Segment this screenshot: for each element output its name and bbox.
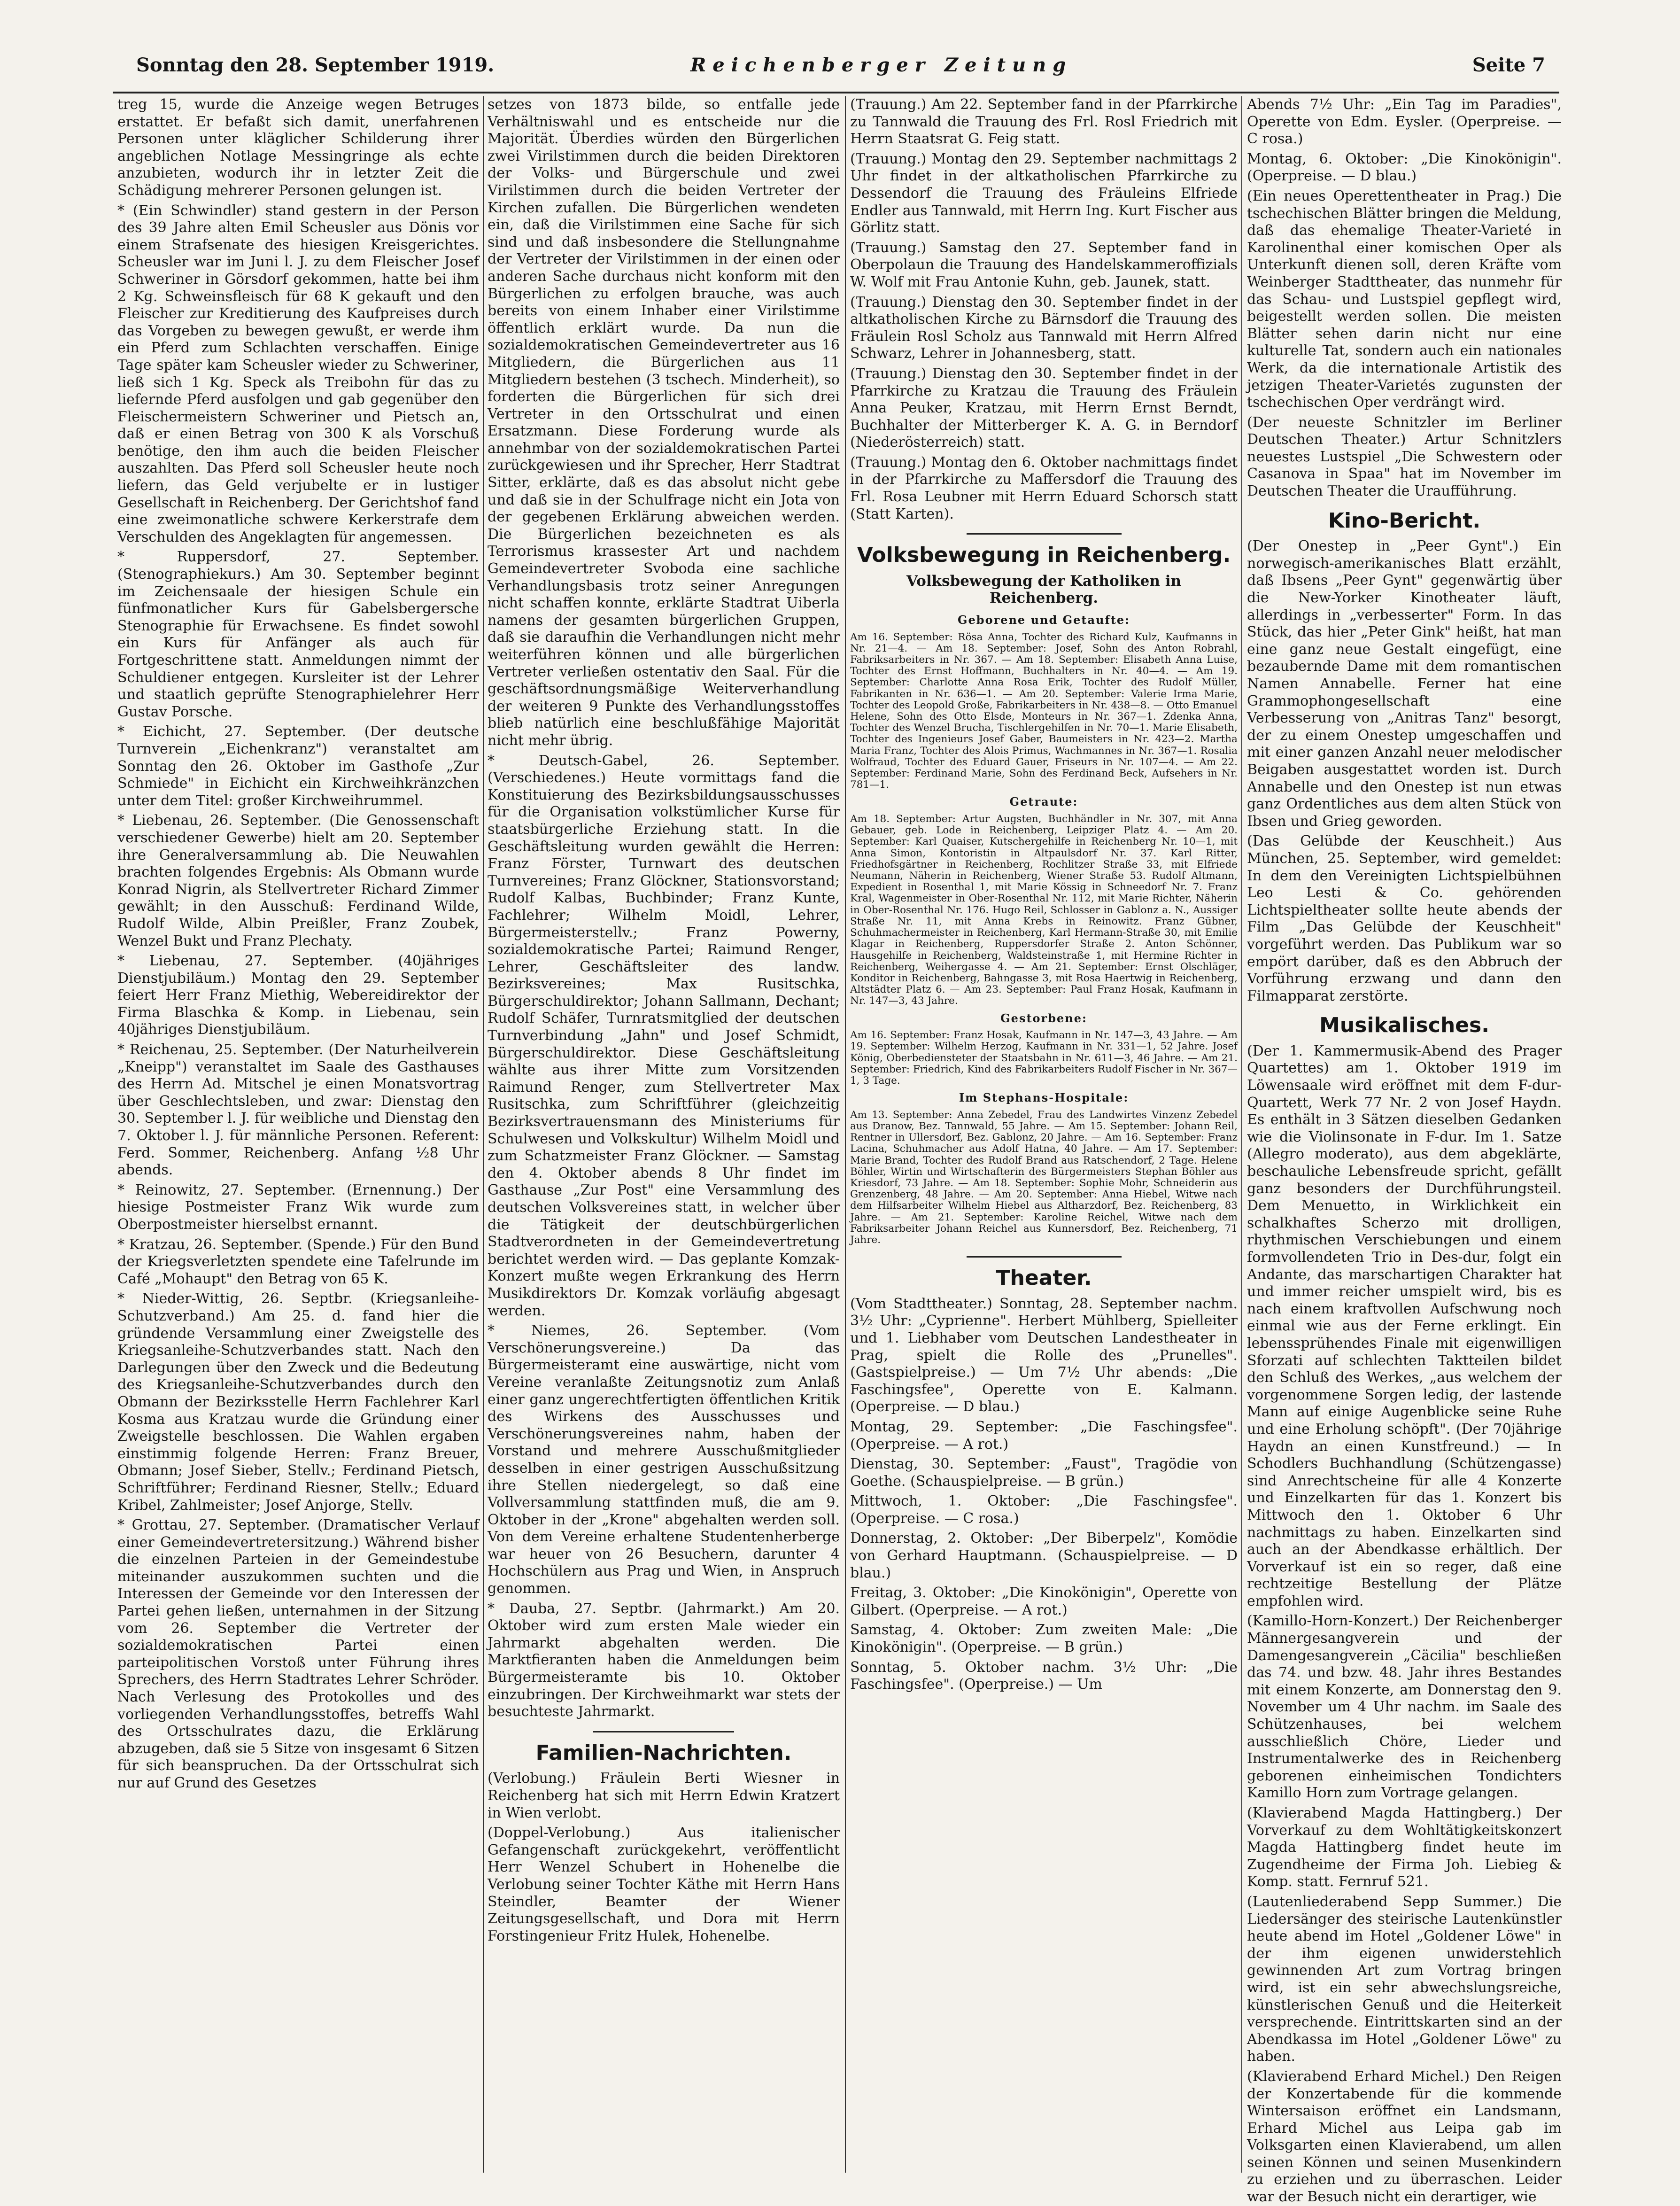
article-paragraph: * Liebenau, 26. September. (Die Genossenschaft verschiedener Gewerbe) hielt am 20. September ihre Generalversammlung ab. Die Neuwahlen brachten folgendes Ergebnis: Als Obmann wurde Konrad Nigrin, als Stellvertreter Richard Zimmer gewählt; in den Ausschuß: Ferdinand Wilde, Rudolf Wilde, Albin Preißler, Franz Zoubek, Wenzel Bukt und Franz Plechaty.: [117, 812, 479, 949]
article-paragraph: (Der 1. Kammermusik-Abend des Prager Quartettes) am 1. Oktober 1919 im Löwensaale wird eröffnet mit dem F-dur-Quartett, Werk 77 Nr. 2 von Josef Haydn. Es enthält in 3 Sätzen dieselben Gedanken wie die Violinsonate in F-dur. Im 1. Satze (Allegro moderato), aus dem abgeklärte, beschauliche Lebensfreude spricht, gefällt ganz besonders der Durchführungsteil. Dem Menuetto, in Wirklichkeit ein schalkhaftes Scherzo mit drolligen, rhythmischen Verschiebungen und einem formvollendeten Trio in Des-dur, folgt ein Andante, das marschartigen Charakter hat und immer reicher umspielt wird, bis es nach einem kraftvollen Aufschwung noch einmal wie aus der Ferne erklingt. Ein lebenssprühendes Finale mit eigenwilligen Sforzati auf schlechten Taktteilen bildet den Schluß des Werkes, „aus welchem der vorgenommene Sorgen ledig, der lastende Mann auf einige Augenblicke seine Ruhe und eine Erholung schöpft". (Der 70jährige Haydn an einen Kunstfreund.) — In Schodlers Buchhandlung (Schützengasse) sind Anrechtscheine für alle 4 Konzerte und Einzelkarten für das 1. Konzert bis Mittwoch den 1. Oktober 6 Uhr nachmittags zu haben. Einzelkarten sind auch an der Abendkasse erhältlich. Der Vorverkauf ist ein so reger, daß eine rechtzeitige Bestellung der Plätze empfohlen wird.: [1247, 1042, 1562, 1609]
article-paragraph: * Dauba, 27. Septbr. (Jahrmarkt.) Am 20. Oktober wird zum ersten Male wieder ein Jahrmarkt abgehalten werden. Die Marktfieranten haben die Anmeldungen beim Bürgermeisteramte bis 10. Oktober einzubringen. Der Kirchweihmarkt war stets der besuchteste Jahrmarkt.: [488, 1600, 840, 1720]
article-paragraph: (Verlobung.) Fräulein Berti Wiesner in Reichenberg hat sich mit Herrn Edwin Kratzert in Wien verlobt.: [488, 1770, 840, 1821]
list-heading: Geborene und Getaufte:: [958, 613, 1130, 627]
column-2: [488, 96, 840, 2182]
article-paragraph: (Der Onestep in „Peer Gynt".) Ein norwegisch-amerikanisches Blatt erzählt, daß Ibsens „Peer Gynt" gegenwärtig über die New-Yorker Kinotheater läuft, allerdings in „verbesserter" Form. In das Stück, das hier „Peter Gink" heißt, hat man eine ganz neue Gestalt eingefügt, eine bezaubernde Dame mit dem romantischen Namen Annabelle. Ferner hat eine Grammophongesellschaft eine Verbesserung von „Anitras Tanz" besorgt, der zu einem Onestep umgeschaffen und mit einer ganzen Anzahl neuer melodischer Beigaben ausgestattet worden ist. Durch Annabelle und den Onestep ist nun etwas ganz Ordentliches aus dem alten Stück von Ibsen und Grieg geworden.: [1247, 538, 1562, 830]
article-paragraph: * Ruppersdorf, 27. September. (Stenographiekurs.) Am 30. September beginnt im Zeichensaale der hiesigen Schule ein fünfmonatlicher Kurs für Gabelsbergersche Stenographie für Erwachsene. Es findet sowohl ein Kurs für Anfänger als auch für Fortgeschrittene statt. Anmeldungen nimmt der Schuldiener entgegen. Kursleiter ist der Lehrer und staatlich geprüfte Stenographielehrer Herr Gustav Porsche.: [117, 549, 479, 720]
article-paragraph: (Klavierabend Magda Hattingberg.) Der Vorverkauf zu dem Wohltätigkeitskonzert Magda Hattingberg findet heute im Zugendheime der Firma Joh. Liebieg & Komp. statt. Fernruf 521.: [1247, 1805, 1562, 1890]
page-number: Seite 7: [1472, 54, 1545, 76]
article-paragraph: Sonntag, 5. Oktober nachm. 3½ Uhr: „Die Faschingsfee". (Operpreise.) — Um: [850, 1659, 1238, 1693]
article-paragraph: (Trauung.) Am 22. September fand in der Pfarrkirche zu Tannwald die Trauung des Frl. Rosl Friedrich mit Herrn Staatsrat G. Feig statt.: [850, 96, 1238, 148]
article-paragraph: * Reinowitz, 27. September. (Ernennung.) Der hiesige Postmeister Franz Wik wurde zum Oberpostmeister hierselbst ernannt.: [117, 1181, 479, 1233]
article-paragraph: Freitag, 3. Oktober: „Die Kinokönigin", Operette von Gilbert. (Operpreise. — A rot.): [850, 1585, 1238, 1618]
article-paragraph: * Eichicht, 27. September. (Der deutsche Turnverein „Eichenkranz") veranstaltet am Sonntag den 26. Oktober im Gasthofe „Zur Schmiede" in Eichicht ein Kirchweihkränzchen unter dem Titel: großer Kirchweihrummel.: [117, 723, 479, 809]
article-paragraph: (Ein neues Operettentheater in Prag.) Die tschechischen Blätter bringen die Meldung, daß das ehemalige Theater-Varieté in Karolinenthal einer komischen Oper als Unterkunft dienen soll, deren Kräfte vom Weinberger Stadttheater, das nunmehr für das Schau- und Lustspiel gepflegt wird, beigestellt werden sollen. Die meisten Blätter sehen darin nicht nur eine kulturelle Tat, sondern auch ein nationales Werk, da die internationale Artistik des jetzigen Theater-Varietés zugunsten der tschechischen Oper verdrängt wird.: [1247, 187, 1562, 411]
article-paragraph: * Reichenau, 25. September. (Der Naturheilverein „Kneipp") veranstaltet im Saale des Gasthauses des Herrn Ad. Mitschel je einen Monatsvortrag über Geschlechtsleben, und zwar: Dienstag den 30. September l. J. für weibliche und Dienstag den 7. Oktober l. J. für männliche Personen. Referent: Ferd. Sommer, Reichenberg. Anfang ½8 Uhr abends.: [117, 1041, 479, 1179]
column-divider: [845, 96, 846, 2173]
register-list: Am 16. September: Franz Hosak, Kaufmann in Nr. 147—3, 43 Jahre. — Am 19. September: Wilhelm Herzog, Kaufmann in Nr. 331—1, 52 Jahre. Josef König, Oberbediensteter der Staatsbahn in Nr. 611—3, 46 Jahre. — Am 21. September: Friedrich, Kind des Fabrikarbeiters Rudolf Fischer in Nr. 367—1, 3 Tage.: [850, 1029, 1238, 1087]
list-heading: Gestorbene:: [1000, 1011, 1087, 1025]
issue-date: Sonntag den 28. September 1919.: [136, 54, 495, 76]
newspaper-title: Reichenberger Zeitung: [690, 54, 1073, 76]
section-heading-cinema: Kino-Bericht.: [1328, 508, 1481, 533]
article-paragraph: Dienstag, 30. September: „Faust", Tragödie von Goethe. (Schauspielpreise. — B grün.): [850, 1456, 1238, 1490]
column-1: [117, 96, 479, 2182]
column-divider: [483, 96, 484, 2173]
article-paragraph: * Liebenau, 27. September. (40jähriges Dienstjubiläum.) Montag den 29. September feiert Herr Franz Miethig, Webereidirektor der Firma Blaschka & Komp. in Liebenau, sein 40jähriges Dienstjubiläum.: [117, 953, 479, 1038]
article-paragraph: (Klavierabend Erhard Michel.) Den Reigen der Konzertabende für die kommende Wintersaison eröffnet ein Landsmann, Erhard Michel aus Leipa gab im Volksgarten einen Klavierabend, um allen seinen Können und seinen Musenkindern zu erziehen und zu überraschen. Leider war der Besuch nicht ein derartiger, wie: [1247, 2068, 1562, 2206]
article-paragraph: Donnerstag, 2. Oktober: „Der Biberpelz", Komödie von Gerhard Hauptmann. (Schauspielpreise. — D blau.): [850, 1530, 1238, 1581]
column-divider: [1241, 96, 1242, 2173]
column-4: [1247, 96, 1562, 2206]
article-paragraph: (Trauung.) Dienstag den 30. September findet in der Pfarrkirche zu Kratzau die Trauung des Fräulein Anna Peuker, Kratzau, mit Herrn Ernst Berndt, Buchhalter der Mitterberger K. A. G. in Berndorf (Niederösterreich) statt.: [850, 365, 1238, 451]
article-paragraph: Samstag, 4. Oktober: Zum zweiten Male: „Die Kinokönigin". (Operpreise. — B grün.): [850, 1622, 1238, 1656]
section-separator: [593, 1731, 734, 1732]
list-heading: Im Stephans-Hospitale:: [959, 1091, 1129, 1105]
article-paragraph: * Deutsch-Gabel, 26. September. (Verschiedenes.) Heute vormittags fand die Konstituierung des Bezirksbildungsausschusses für die Organisation volkstümlicher Kurse für staatsbürgerliche Erziehung statt. In die Geschäftsleitung wurden gewählt die Herren: Franz Förster, Turnwart des deutschen Turnvereines; Franz Glöckner, Stationsvorstand; Rudolf Kalbas, Buchbinder; Franz Kunte, Fachlehrer; Wilhelm Moidl, Lehrer, Bürgermeisterstellv.; Franz Powerny, sozialdemokratische Partei; Raimund Renger, Lehrer, Geschäftsleiter des landw. Bezirksvereines; Max Rusitschka, Bürgerschuldirektor; Johann Sallmann, Dechant; Rudolf Schäfer, Turnratsmitglied der deutschen Turnverbindung „Jahn" und Josef Schmidt, Bürgerschuldirektor. Diese Geschäftsleitung wählte aus ihrer Mitte zum Vorsitzenden Raimund Renger, zum Stellvertreter Max Rusitschka, zum Schriftführer (gleichzeitig Bezirksvertrauensmann des Ministeriums für Schulwesen und Volkskultur) Wilhelm Moidl und zum Schatzmeister Franz Glöckner. — Samstag den 4. Oktober abends 8 Uhr findet im Gasthause „Zur Post" eine Versammlung des deutschen Volksvereines statt, in welcher über die Tätigkeit der deutschbürgerlichen Stadtverordneten in der Gemeindevertretung berichtet werden wird. — Das geplante Komzak-Konzert mußte wegen Erkrankung des Herrn Musikdirektors Dr. Komzak vorläufig abgesagt werden.: [488, 752, 840, 1319]
article-paragraph: (Das Gelübde der Keuschheit.) Aus München, 25. September, wird gemeldet: In dem den Vereinigten Lichtspielbühnen Leo Lesti & Co. gehörenden Lichtspieltheater sollte heute abends der Film „Das Gelübde der Keuschheit" vorgeführt werden. Das Publikum war so empört darüber, daß es den Abbruch der Vorführung erzwang und dann den Filmapparat zerstörte.: [1247, 833, 1562, 1004]
article-paragraph: * Nieder-Wittig, 26. Septbr. (Kriegsanleihe-Schutzverband.) Am 25. d. fand hier die gründende Versammlung einer Zweigstelle des Kriegsanleihe-Schutzverbandes statt. Nach den Darlegungen über den Zweck und die Bedeutung des Kriegsanleihe-Schutzverbandes durch den Obmann der Bezirksstelle Herrn Fachlehrer Karl Kosma aus Kratzau wurde die Gründung einer Zweigstelle beschlossen. Die Wahlen ergaben einstimmig folgende Herren: Franz Breuer, Obmann; Josef Sieber, Stellv.; Ferdinand Pietsch, Schriftführer; Ferdinand Riesner, Stellv.; Eduard Kribel, Zahlmeister; Josef Anjorge, Stellv.: [117, 1290, 479, 1514]
article-paragraph: setzes von 1873 bilde, so entfalle jede Verhältniswahl und es entscheide nur die Majorität. Überdies würden den Bürgerlichen zwei Virilstimmen durch die beiden Direktoren der Volks- und Bürgerschule und zwei Virilstimmen durch die beiden Vertreter der Kirchen zufallen. Die Bürgerlichen wendeten ein, daß die Virilstimmen eine Sache für sich sind und daß insbesondere die Stellungnahme der Vertreter der Virilstimmen in der einen oder anderen Sache durchaus nicht konform mit den Bürgerlichen zu erfolgen brauche, was auch bereits von einem Inhaber einer Virilstimme öffentlich erklärt wurde. Da nun die sozialdemokratischen Gemeindevertreter aus 16 Mitgliedern, die Bürgerlichen aus 11 Mitgliedern bestehen (3 tschech. Minderheit), so forderten die Bürgerlichen für sich drei Vertreter in den Ortsschulrat und einen Ersatzmann. Diese Forderung wurde als annehmbar von der sozialdemokratischen Partei zurückgewiesen und ihr Sprecher, Herr Stadtrat Sitter, erklärte, daß es das absolut nicht gebe und daß sie in der Schulfrage nicht ein Jota von der gegebenen Erklärung abweichen werden. Die Bürgerlichen bezeichneten es als Terrorismus krassester Art und nachdem Gemeindevertreter Svoboda eine sachliche Verhandlungsbasis trotz seiner Anregungen nicht schaffen konnte, erklärte Stadtrat Uiberla namens der gesamten bürgerlichen Gruppen, daß sie daraufhin die Verhandlungen nicht mehr weiterführen können und alle bürgerlichen Vertreter verließen ostentativ den Saal. Für die geschäftsordnungsmäßige Weiterverhandlung der weiteren 9 Punkte des Verhandlungsstoffes blieb natürlich eine beschlußfähige Majorität nicht mehr übrig.: [488, 96, 840, 749]
list-heading: Getraute:: [1009, 795, 1078, 809]
section-subheading: Volksbewegung der Katholiken in Reichenberg.: [906, 572, 1182, 607]
article-paragraph: (Kamillo-Horn-Konzert.) Der Reichenberger Männergesangverein und der Damengesangverein „Cäcilia" beschließen das 74. und bzw. 48. Jahr ihres Bestandes mit einem Konzerte, am Donnerstag den 9. November um 4 Uhr nachm. im Saale des Schützenhauses, bei welchem ausschließlich Chöre, Lieder und Instrumentalwerke des in Reichenberg geborenen einheimischen Tondichters Kamillo Horn zum Vortrage gelangen.: [1247, 1613, 1562, 1802]
register-list: Am 16. September: Rösa Anna, Tochter des Richard Kulz, Kaufmanns in Nr. 21—4. — Am 18. September: Josef, Sohn des Anton Robrahl, Fabriksarbeiters in Nr. 367. — Am 18. September: Elisabeth Anna Luise, Tochter des Ernst Hoffmann, Buchhalters in Nr. 40—4. — Am 19. September: Charlotte Anna Rosa Erik, Tochter des Rudolf Müller, Fabrikanten in Nr. 636—1. — Am 20. September: Valerie Irma Marie, Tochter des Leopold Große, Fabrikarbeiters in Nr. 438—8. — Otto Emanuel Helene, Sohn des Otto Elsde, Monteurs in Nr. 367—1. Zdenka Anna, Tochter des Wenzel Brucha, Tischlergehilfen in Nr. 70—1. Marie Elisabeth, Tochter des Ingenieurs Josef Gaber, Baumeisters in Nr. 423—2. Martha Maria Franz, Tochter des Alois Primus, Wachmannes in Nr. 367—1. Rosalia Wolfraud, Tochter des Eduard Gauer, Friseurs in Nr. 107—4. — Am 22. September: Ferdinand Marie, Sohn des Ferdinand Beck, Aufsehers in Nr. 781—1.: [850, 631, 1238, 791]
header-rule: [113, 92, 1559, 93]
article-paragraph: (Lautenliederabend Sepp Summer.) Die Liedersänger des steirische Lautenkünstler heute abend im Hotel „Goldener Löwe" in der ihm eigenen unwiderstehlich gewinnenden Art zum Vortrag bringen wird, ist ein sehr abwechslungsreiche, künstlerischen Genuß und die Heiterkeit versprechende. Eintrittskarten sind an der Abendkassa im Hotel „Goldener Löwe" zu haben.: [1247, 1893, 1562, 2065]
article-paragraph: Montag, 29. September: „Die Faschingsfee". (Operpreise. — A rot.): [850, 1418, 1238, 1453]
article-paragraph: * Kratzau, 26. September. (Spende.) Für den Bund der Kriegsverletzten spendete eine Tafelrunde im Café „Mohaupt" den Betrag von 65 K.: [117, 1236, 479, 1287]
article-paragraph: (Trauung.) Dienstag den 30. September findet in der altkatholischen Kirche zu Bärnsdorf die Trauung des Fräulein Rosl Scholz aus Tannwald mit Herrn Alfred Schwarz, Lehrer in Johannesberg, statt.: [850, 294, 1238, 362]
article-paragraph: treg 15, wurde die Anzeige wegen Betruges erstattet. Er befaßt sich damit, unerfahrenen Personen unter kläglicher Schilderung ihrer angeblichen Notlage Messingringe als echte anzubieten, wodurch ihr in letzter Zeit die Schädigung mehrerer Personen gelungen ist.: [117, 96, 479, 199]
article-paragraph: * Niemes, 26. September. (Vom Verschönerungsvereine.) Da das Bürgermeisteramt eine auswärtige, nicht vom Vereine veranlaßte Zeitungsnotiz zum Anlaß einer ganz ungerechtfertigten öffentlichen Kritik des Wirkens des Ausschusses und Verschönerungsvereines nahm, haben der Vorstand und mehrere Ausschußmitglieder desselben in einer gestrigen Ausschußsitzung ihre Stellen niedergelegt, so daß eine Vollversammlung stattfinden muß, die am 9. Oktober in der „Krone" abgehalten werden soll. Von dem Vereine erhaltene Studentenherberge war heuer von 26 Besuchern, darunter 4 Hochschülern aus Prag und Wien, in Anspruch genommen.: [488, 1322, 840, 1597]
article-paragraph: (Der neueste Schnitzler im Berliner Deutschen Theater.) Artur Schnitzlers neuestes Lustspiel „Die Schwestern oder Casanova in Spaa" hat im November im Deutschen Theater die Uraufführung.: [1247, 414, 1562, 500]
article-paragraph: (Trauung.) Samstag den 27. September fand in Oberpolaun die Trauung des Handelskammeroffizials W. Wolf mit Frau Antonie Kuhn, geb. Jaunek, statt.: [850, 239, 1238, 290]
article-paragraph: Abends 7½ Uhr: „Ein Tag im Paradies", Operette von Edm. Eysler. (Operpreise. — C rosa.): [1247, 96, 1562, 148]
article-paragraph: Mittwoch, 1. Oktober: „Die Faschingsfee". (Operpreise. — C rosa.): [850, 1493, 1238, 1527]
article-paragraph: (Doppel-Verlobung.) Aus italienischer Gefangenschaft zurückgekehrt, veröffentlicht Herr Wenzel Schubert in Hohenelbe die Verlobung seiner Tochter Käthe mit Herrn Hans Steindler, Beamter der Wiener Zeitungsgesellschaft, und Dora mit Herrn Forstingenieur Fritz Hulek, Hohenelbe.: [488, 1825, 840, 1944]
article-paragraph: * Grottau, 27. September. (Dramatischer Verlauf einer Gemeindevertretersitzung.) Während bisher die einzelnen Parteien in der Gemeindestube miteinander auszukommen suchten und die Interessen der Gemeinde vor den Interessen der Partei gehen ließen, unternahmen in der Sitzung vom 26. September die Vertreter der sozialdemokratischen Partei einen parteipolitischen Vorstoß unter Führung ihres Sprechers, des Herrn Stadtrates Lehrer Schröder. Nach Verlesung des Protokolles und des vorliegenden Verhandlungsstoffes, betreffs Wahl des Ortsschulrates dazu, die Erklärung abzugeben, daß sie 5 Sitze von insgesamt 6 Sitzen für sich beanspruchen. Da der Ortsschulrat sich nur auf Grund des Gesetzes: [117, 1517, 479, 1791]
section-separator: [967, 1256, 1122, 1258]
section-separator: [967, 533, 1122, 535]
article-paragraph: (Trauung.) Montag den 6. Oktober nachmittags findet in der Pfarrkirche zu Maffersdorf die Trauung des Frl. Rosa Leubner mit Herrn Eduard Schorsch statt (Statt Karten).: [850, 454, 1238, 522]
register-list: Am 13. September: Anna Zebedel, Frau des Landwirtes Vinzenz Zebedel aus Dranow, Bez. Tannwald, 55 Jahre. — Am 15. September: Johann Reil, Rentner in Ullersdorf, Bez. Gablonz, 20 Jahre. — Am 16. September: Franz Lacina, Schuhmacher aus Adolf Hatna, 40 Jahre. — Am 17. September: Marie Brand, Tochter des Rudolf Brand aus Ratschendorf, 2 Tage. Helene Böhler, Wirtin und Wirtschafterin des Bürgermeisters Stephan Böhler aus Kriesdorf, 73 Jahre. — Am 18. September: Sophie Mohr, Schneiderin aus Grenzenberg, 48 Jahre. — Am 20. September: Anna Hiebel, Witwe nach dem Hilfsarbeiter Wilhelm Hiebel aus Altharzdorf, Bez. Reichenberg, 83 Jahre. — Am 21. September: Karoline Reichel, Witwe nach dem Fabriksarbeiter Johann Reichel aus Kunnersdorf, Bez. Reichenberg, 71 Jahre.: [850, 1109, 1238, 1246]
section-heading-family-news: Familien-Nachrichten.: [535, 1740, 792, 1765]
article-paragraph: (Vom Stadttheater.) Sonntag, 28. September nachm. 3½ Uhr: „Cyprienne". Herbert Mühlberg, Spielleiter und 1. Liebhaber vom Deutschen Landestheater in Prag, spielt die Rolle des „Prunelles". (Gastspielpreise.) — Um 7½ Uhr abends: „Die Faschingsfee", Operette von E. Kalmann. (Operpreise. — D blau.): [850, 1295, 1238, 1415]
article-paragraph: * (Ein Schwindler) stand gestern in der Person des 39 Jahre alten Emil Scheusler aus Dönis vor einem Strafsenate des hiesigen Kreisgerichtes. Scheusler war im Juni l. J. zu dem Fleischer Josef Schweriner in Görsdorf gekommen, hatte bei ihm 2 Kg. Schweinsfleisch für 68 K gekauft und den Fleischer zur Kreditierung des Kaufpreises durch das Vorgeben zu bewegen gewußt, er werde ihm ein Pferd zum Schlachten verschaffen. Einige Tage später kam Scheusler wieder zu Schweriner, ließ sich 1 Kg. Speck als Treibohn für das zu liefernde Pferd ausfolgen und gab gegenüber den Fleischermeistern Schweriner und Pietsch an, daß er einen Betrag von 300 K als Vorschuß benötige, den ihm auch die beiden Fleischer auszahlten. Das Pferd soll Scheusler heute noch liefern, das Geld verjubelte er in lustiger Gesellschaft in Reichenberg. Der Gerichtshof fand eine zweimonatliche schwere Kerkerstrafe dem Verschulden des Angeklagten für angemessen.: [117, 202, 479, 545]
section-heading-theater: Theater.: [996, 1266, 1092, 1290]
masthead: [136, 54, 1545, 87]
section-heading-population: Volksbewegung in Reichenberg.: [857, 543, 1231, 567]
article-paragraph: Montag, 6. Oktober: „Die Kinokönigin". (Operpreise. — D blau.): [1247, 150, 1562, 185]
register-list: Am 18. September: Artur Augsten, Buchhändler in Nr. 307, mit Anna Gebauer, geb. Lode in Reichenberg, Leipziger Platz 4. — Am 20. September: Karl Quaiser, Kutschergehilfe in Reichenberg Nr. 10—1, mit Anna Simon, Kontoristin in Altpaulsdorf Nr. 37. Karl Ritter, Friedhofsgärtner in Reichenberg, Rochlitzer Straße 33, mit Elfriede Neumann, Näherin in Reichenberg, Wiener Straße 53. Rudolf Altmann, Expedient in Rosenthal 1, mit Marie Kössig in Schneedorf Nr. 7. Franz Kral, Wagenmeister in Ober-Rosenthal Nr. 112, mit Marie Richter, Näherin in Ober-Rosenthal Nr. 176. Hugo Reil, Schlosser in Gablonz a. N., Aussiger Straße Nr. 11, mit Anna Krebs in Reinowitz. Franz Gübner, Schuhmachermeister in Reichenberg, Karl Hermann-Straße 30, mit Emilie Klagar in Reichenberg, Ruppersdorfer Straße 2. Anton Schönner, Hausgehilfe in Reichenberg, Waldsteinstraße 1, mit Hermine Richter in Reichenberg, Weihergasse 4. — Am 21. September: Ernst Olschläger, Konditor in Reichenberg, Bahngasse 3, mit Rosa Haertwig in Reichenberg, Altstädter Platz 6. — Am 23. September: Paul Franz Hosak, Kaufmann in Nr. 147—3, 43 Jahre.: [850, 813, 1238, 1007]
article-paragraph: (Trauung.) Montag den 29. September nachmittags 2 Uhr findet in der altkatholischen Pfarrkirche zu Dessendorf die Trauung des Fräuleins Elfriede Endler aus Tannwald, mit Herrn Ing. Kurt Fischer aus Görlitz statt.: [850, 150, 1238, 236]
column-3: [850, 96, 1238, 2182]
section-heading-music: Musikalisches.: [1319, 1013, 1489, 1038]
